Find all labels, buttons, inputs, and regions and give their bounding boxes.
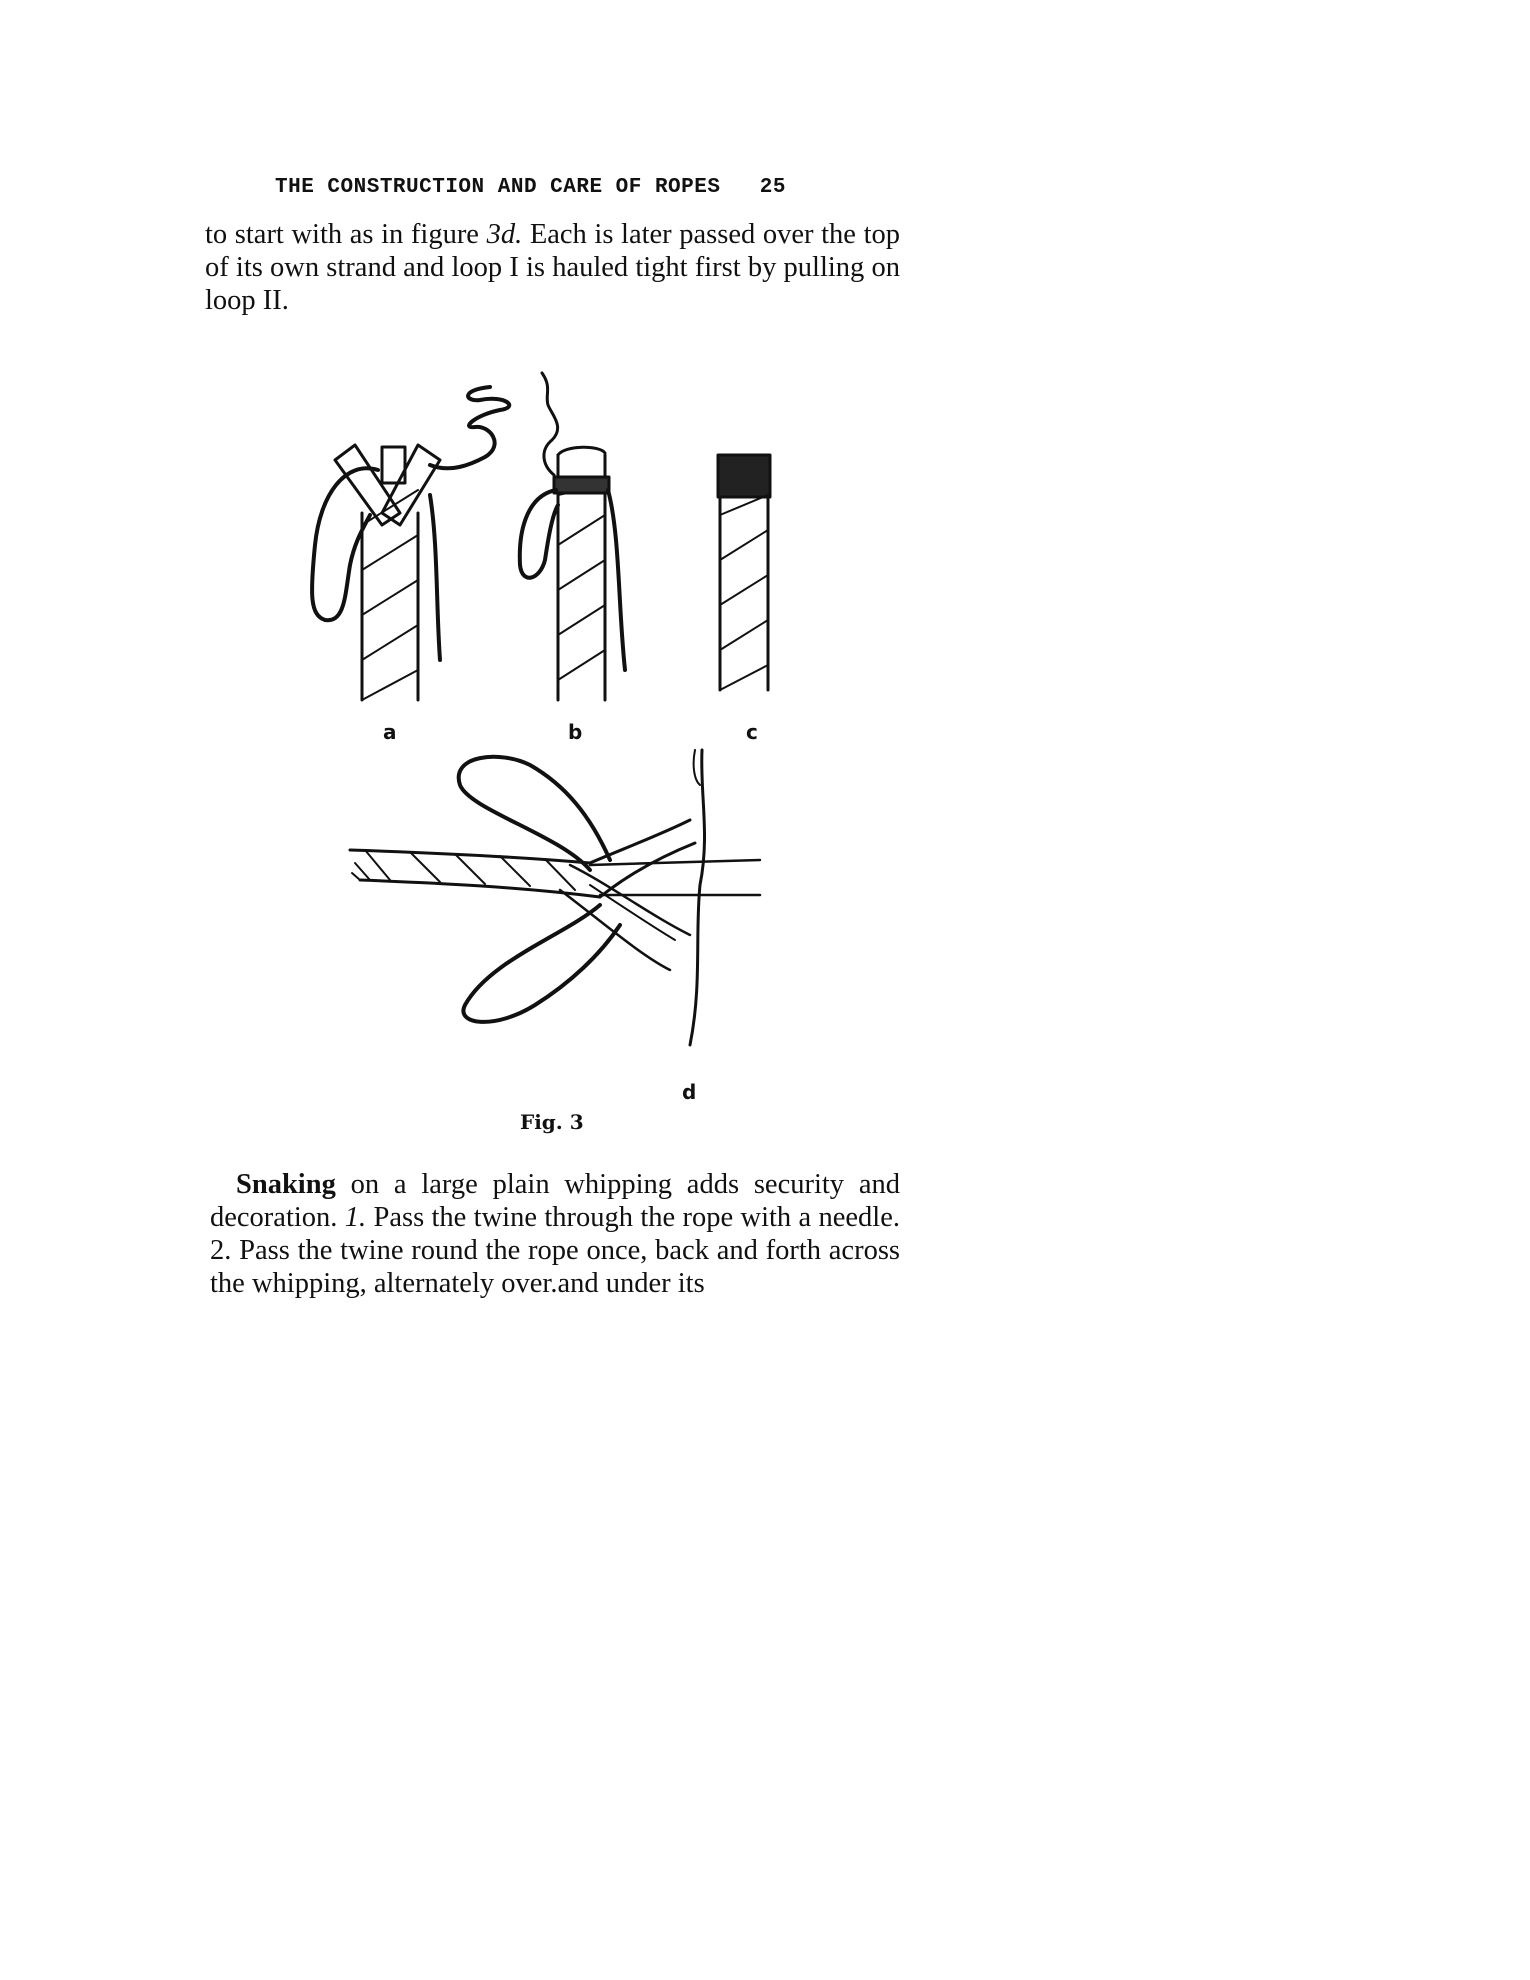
para1-text-a: to start with as in figure — [205, 219, 487, 250]
illustration-d — [350, 750, 760, 1045]
paragraph-2 — [210, 1168, 900, 1300]
rope-whipping-illustration — [290, 365, 790, 1145]
label-b: b — [568, 720, 583, 744]
illustration-a — [312, 387, 509, 700]
para2-text-a: on a large plain whipping adds security and decoration. — [210, 1169, 900, 1233]
para2-text-b: Pass the twine through the rope with a needle. 2. Pass the twine round the rope once, back and forth across the whipping, alternately over.and under its — [210, 1202, 900, 1299]
label-c: c — [746, 720, 758, 744]
label-a: a — [383, 720, 397, 744]
illustration-b — [520, 373, 625, 700]
figure-3 — [290, 365, 790, 1145]
para1-text-b: Each is later passed over the top of its own strand and loop I is hauled tight first by pulling on loop II. — [205, 219, 900, 316]
label-d: d — [682, 1080, 697, 1104]
term-snaking: Snaking — [236, 1169, 336, 1200]
figure-reference: 3d. — [486, 219, 523, 250]
paragraph-1 — [205, 218, 900, 317]
step-number-1: 1. — [344, 1202, 367, 1233]
running-header: THE CONSTRUCTION AND CARE OF ROPES 25 — [275, 176, 786, 199]
illustration-c — [718, 455, 770, 690]
figure-caption: Fig. 3 — [520, 1110, 584, 1134]
